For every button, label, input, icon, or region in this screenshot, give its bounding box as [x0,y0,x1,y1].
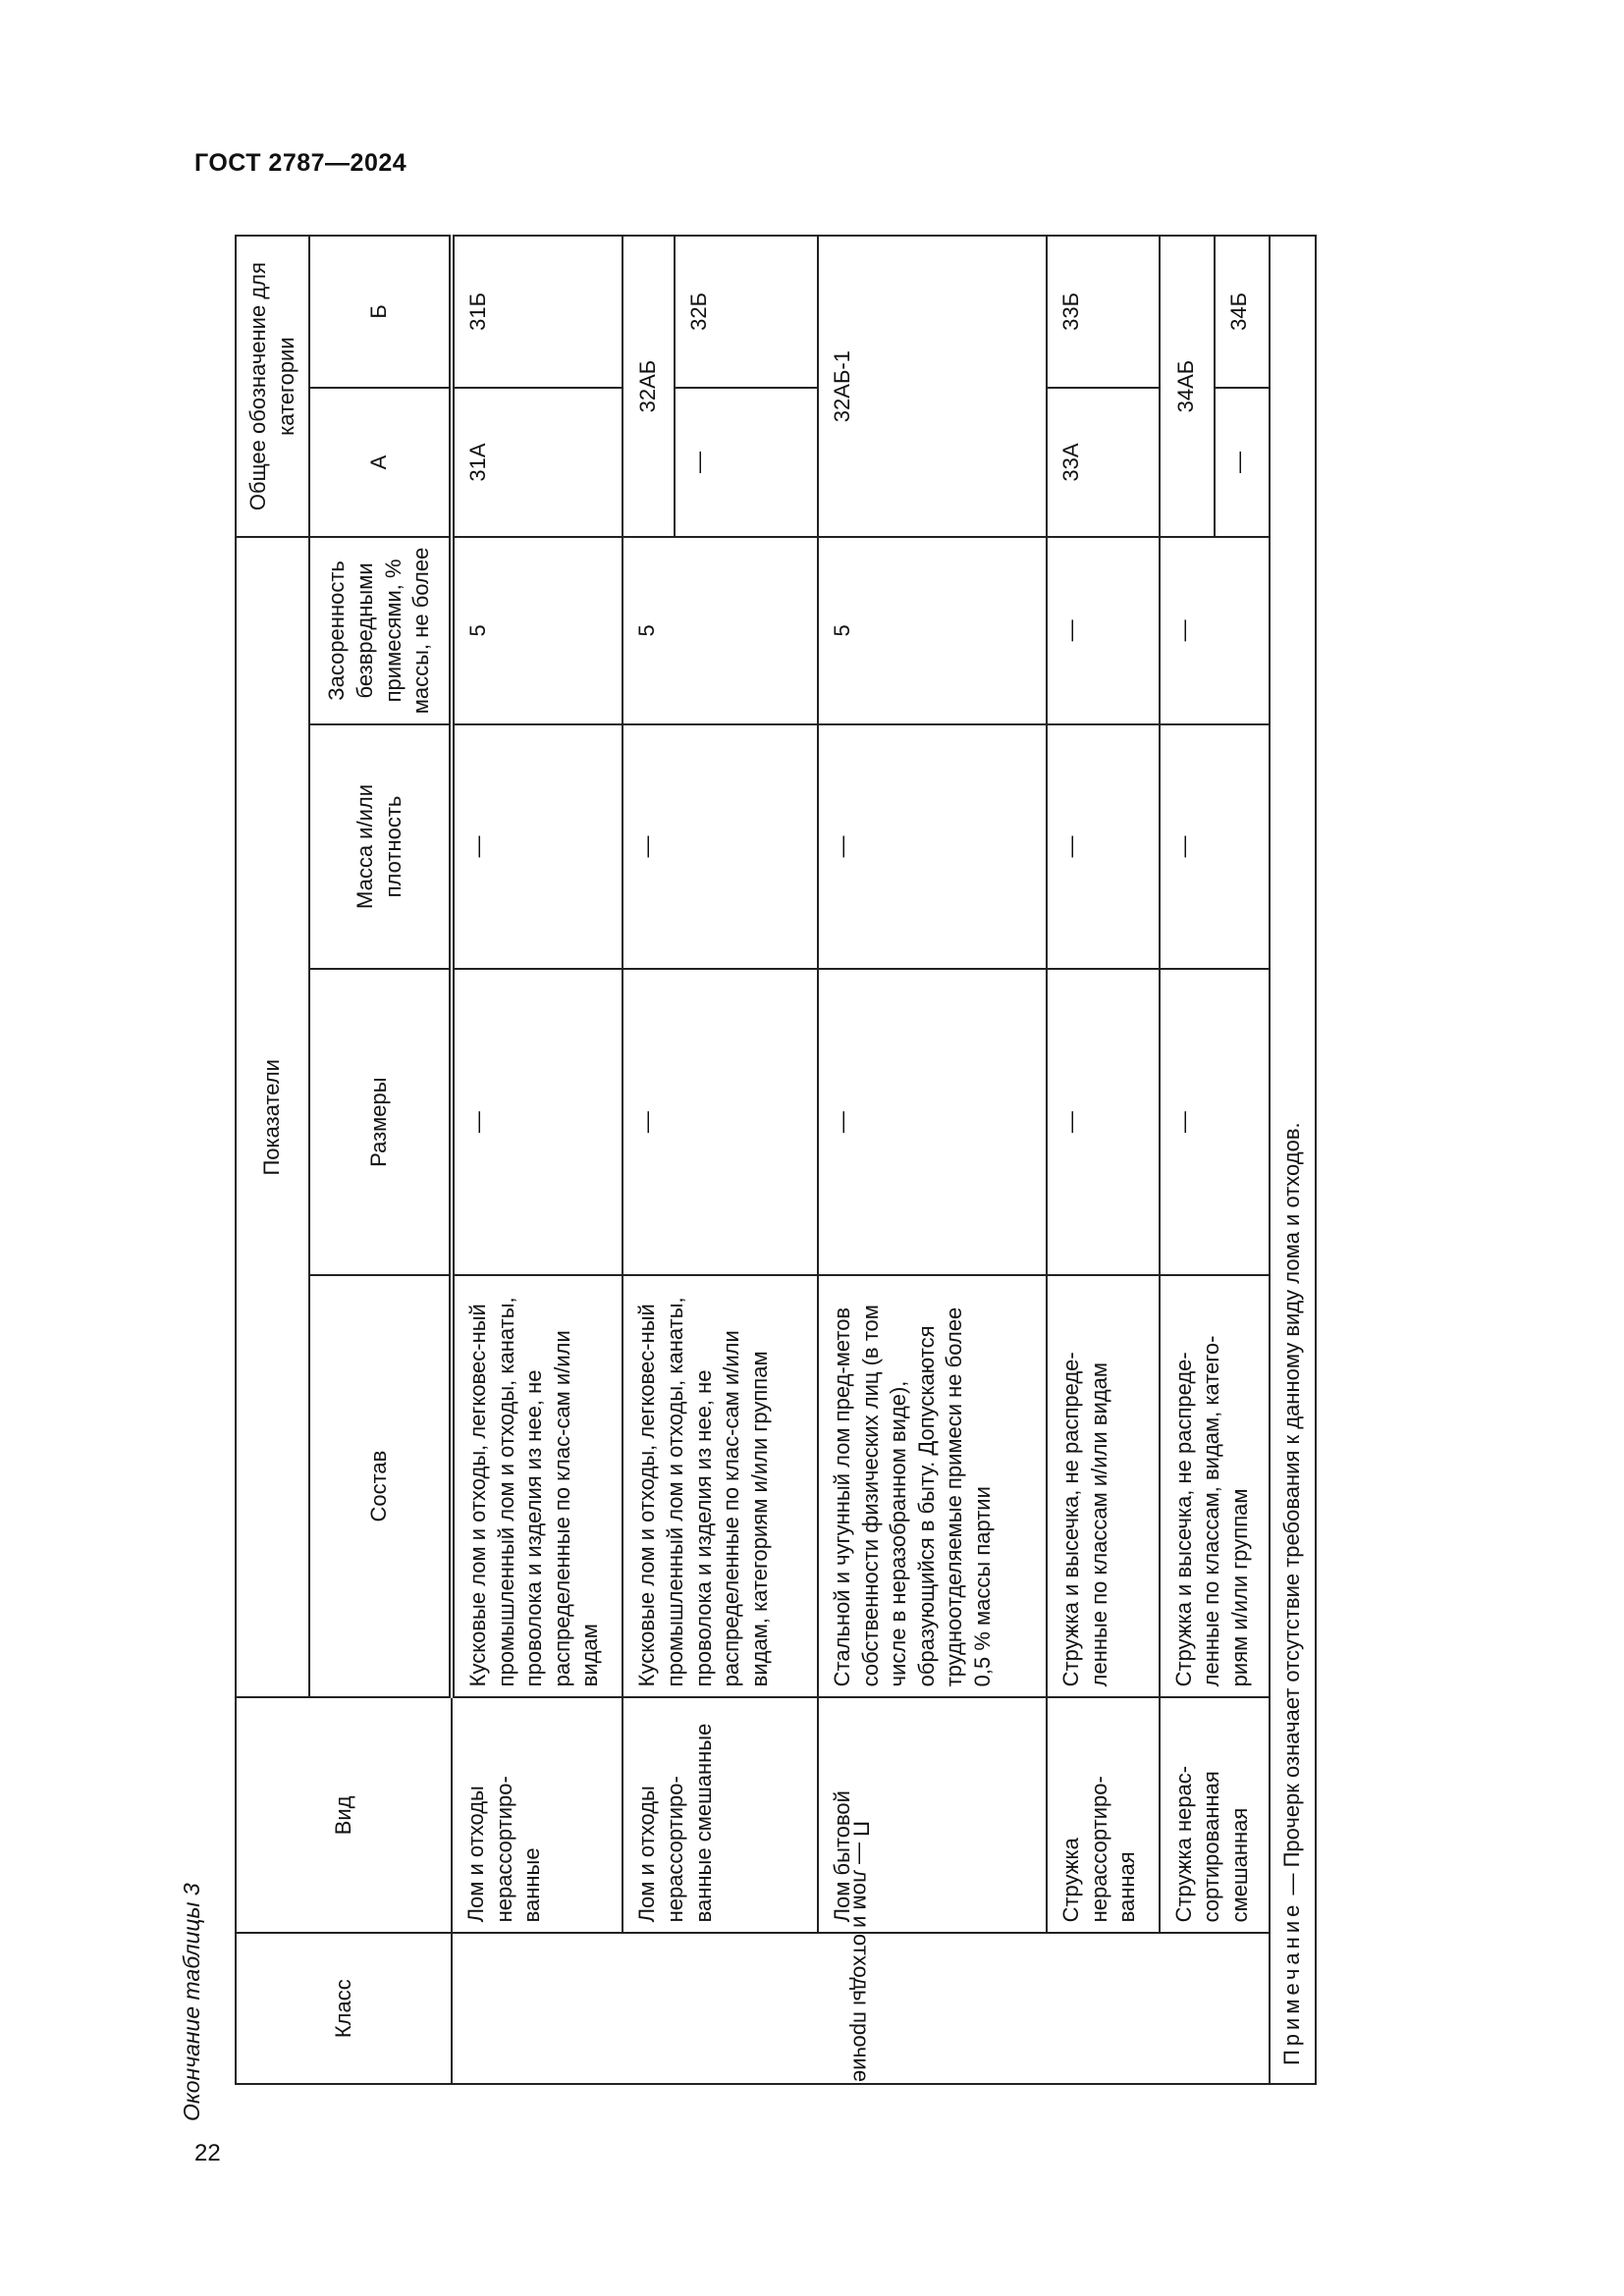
note-label: Примечание [1279,1900,1305,2065]
razmery-cell: — [1047,969,1160,1274]
sostav-cell: Кусковые лом и отходы, легковес-ный промышленный лом и отходы, канаты, проволока и изделия из нее, не распределенные по клас-сам и/или видам [452,1275,623,1697]
page-number: 22 [194,2140,221,2166]
zasor-cell: — [1047,537,1160,723]
vid-cell: Стружка нерас-сортированная смешанная [1160,1697,1271,1933]
vid-cell: Лом бытовой [818,1697,1047,1933]
razmery-cell: — [818,969,1047,1274]
table-row [623,236,675,2084]
zasor-cell: 5 [623,537,818,723]
designation-a-cell: 33А [1047,388,1160,537]
header-sostav: Состав [309,1275,452,1697]
sostav-cell: Кусковые лом и отходы, легковес-ный промышленный лом и отходы, канаты, проволока и изделия из нее, не распределенные по клас-сам и/или видам, категориям и/или группам [623,1275,818,1697]
table-continuation-caption: Окончание таблицы 3 [179,1883,204,2121]
note-text: — Прочерк означает отсутствие требования к данному виду лома и отходов. [1279,1122,1305,1901]
header-designation: Общее обозначение для категории [236,236,309,537]
razmery-cell: — [1160,969,1271,1274]
massa-cell: — [1160,724,1271,970]
header-vid: Вид [236,1697,452,1933]
designation-ab-cell: 32АБ-1 [818,236,1047,537]
massa-cell: — [1047,724,1160,970]
header-razmery: Размеры [309,969,452,1274]
header-pokazateli: Показатели [236,537,309,1697]
massa-cell: — [818,724,1047,970]
razmery-cell: — [623,969,818,1274]
klass-label: П — лом и отходы прочие [848,1821,874,2082]
rotated-table-wrapper [235,235,1317,2085]
header-b: Б [309,236,452,388]
table-row [1047,236,1160,2084]
header-massa: Масса и/или плотность [309,724,452,970]
designation-a-cell: — [1215,388,1271,537]
table-row [818,236,1047,2084]
table-row [1160,236,1215,2084]
lom-classification-table [235,235,1317,2085]
designation-b-cell: 32Б [675,236,818,388]
note-row [1270,236,1316,2084]
header-row-1 [236,236,309,2084]
massa-cell: — [452,724,623,970]
sostav-cell: Стальной и чугунный лом пред-метов собственности физических лиц (в том числе в неразобранном виде), образующийся в быту. Допускаются трудноотделяемые примеси не более 0,5 % массы партии [818,1275,1047,1697]
header-zasor: Засоренность безвредными примесями, % массы, не более [309,537,452,723]
sostav-cell: Стружка и высечка, не распреде-ленные по классам, видам, катего-риям и/или группам [1160,1275,1271,1697]
document-title: ГОСТ 2787—2024 [194,149,407,177]
vid-cell: Лом и отходы нерассортиро-ванные смешанные [623,1697,818,1933]
designation-a-cell: 31А [452,388,623,537]
massa-cell: — [623,724,818,970]
designation-b-cell: 34Б [1215,236,1271,388]
vid-cell: Лом и отходы нерассортиро-ванные [452,1697,623,1933]
designation-ab-cell: 34АБ [1160,236,1215,537]
zasor-cell: 5 [452,537,623,723]
table-row [452,236,623,2084]
header-klass: Класс [236,1933,452,2084]
sostav-cell: Стружка и высечка, не распреде-ленные по классам и/или видам [1047,1275,1160,1697]
razmery-cell: — [452,969,623,1274]
designation-b-cell: 33Б [1047,236,1160,388]
designation-a-cell: — [675,388,818,537]
zasor-cell: — [1160,537,1271,723]
vid-cell: Стружка нерассортиро-ванная [1047,1697,1160,1933]
table-note [1270,236,1316,2084]
header-a: А [309,388,452,537]
designation-b-cell: 31Б [452,236,623,388]
designation-ab-cell: 32АБ [623,236,675,537]
zasor-cell: 5 [818,537,1047,723]
